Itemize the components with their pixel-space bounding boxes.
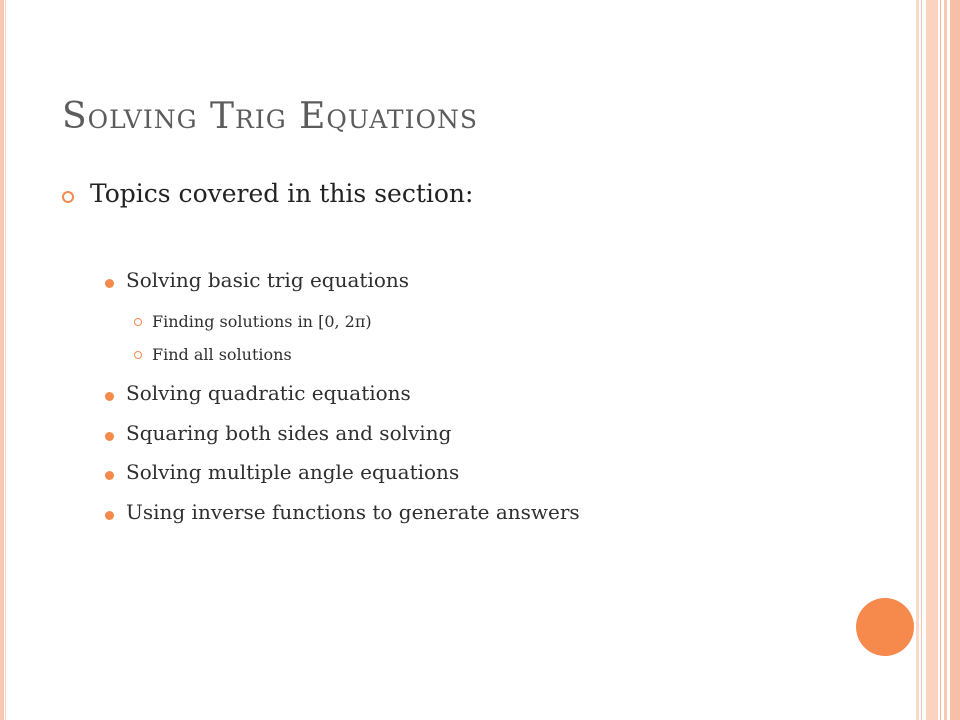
dot-bullet-icon (105, 432, 114, 441)
list-item-label: Solving quadratic equations (126, 381, 411, 405)
topics-heading-text: Topics covered in this section: (90, 179, 474, 208)
decorative-stripes (916, 0, 960, 720)
stripe (926, 0, 938, 720)
ring-bullet-icon (134, 351, 142, 359)
left-frame-line (0, 0, 4, 720)
sub-list-item-label: Finding solutions in [0, 2π) (152, 312, 372, 331)
dot-bullet-icon (105, 279, 114, 288)
ring-bullet-icon (62, 191, 74, 203)
stripe (921, 0, 922, 720)
dot-bullet-icon (105, 471, 114, 480)
list-item-label: Solving basic trig equations (126, 268, 410, 292)
dot-bullet-icon (105, 392, 114, 401)
list-item-label: Using inverse functions to generate answers (126, 500, 580, 524)
list-item-label: Solving multiple angle equations (126, 460, 460, 484)
stripe (944, 0, 947, 720)
ring-bullet-icon (134, 318, 142, 326)
stripe (916, 0, 919, 720)
slide-title: Solving Trig Equations (62, 96, 478, 137)
dot-bullet-icon (105, 511, 114, 520)
stripe (950, 0, 960, 720)
decorative-orange-circle (856, 598, 914, 656)
stripe (940, 0, 941, 720)
list-item-label: Squaring both sides and solving (126, 421, 452, 445)
sub-list-item-label: Find all solutions (152, 345, 292, 364)
